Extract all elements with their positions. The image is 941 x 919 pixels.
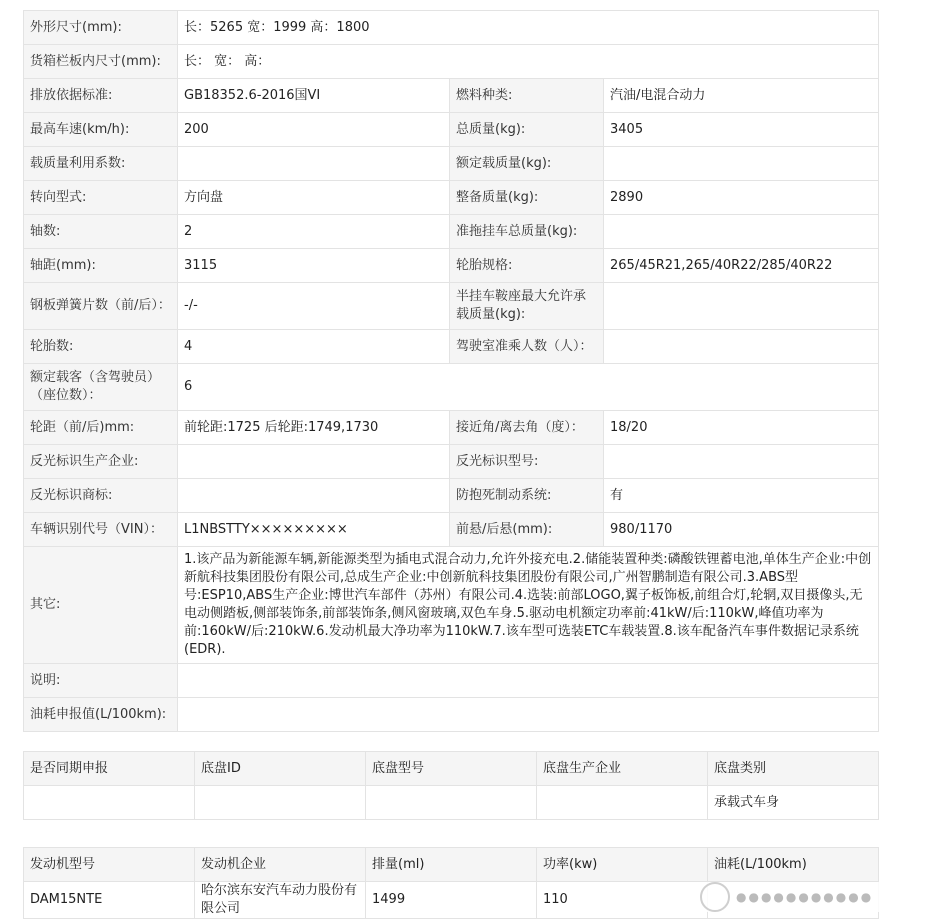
param-label: 油耗申报值(L/100km): [24, 698, 178, 732]
param-label: 总质量(kg): [450, 113, 604, 147]
param-value [178, 147, 450, 181]
watermark [700, 882, 936, 912]
param-label: 燃料种类: [450, 79, 604, 113]
table-cell [537, 786, 708, 820]
param-value [604, 147, 879, 181]
param-row [24, 364, 879, 411]
param-label: 说明: [24, 664, 178, 698]
param-value [178, 698, 879, 732]
param-row [24, 45, 879, 79]
param-row [24, 147, 879, 181]
param-row [24, 513, 879, 547]
param-label: 前悬/后悬(mm): [450, 513, 604, 547]
param-label: 半挂车鞍座最大允许承载质量(kg): [450, 283, 604, 330]
param-value: L1NBSTTY××××××××× [178, 513, 450, 547]
param-label: 货箱栏板内尺寸(mm): [24, 45, 178, 79]
param-row [24, 547, 879, 664]
column-header: 底盘型号 [366, 752, 537, 786]
param-row [24, 411, 879, 445]
param-value: 前轮距:1725 后轮距:1749,1730 [178, 411, 450, 445]
param-label: 整备质量(kg): [450, 181, 604, 215]
param-value: 方向盘 [178, 181, 450, 215]
param-value: 有 [604, 479, 879, 513]
param-row [24, 79, 879, 113]
param-label: 防抱死制动系统: [450, 479, 604, 513]
watermark-logo-icon [700, 882, 730, 912]
param-value [178, 445, 450, 479]
param-label: 钢板弹簧片数（前/后）： [24, 283, 178, 330]
param-value: 汽油/电混合动力 [604, 79, 879, 113]
param-value: 200 [178, 113, 450, 147]
param-label: 额定载质量(kg): [450, 147, 604, 181]
param-value [604, 445, 879, 479]
param-label: 驾驶室准乘人数（人）： [450, 330, 604, 364]
param-row [24, 330, 879, 364]
param-value: 2 [178, 215, 450, 249]
param-label: 外形尺寸(mm): [24, 11, 178, 45]
param-value [178, 479, 450, 513]
table-cell: 承载式车身 [708, 786, 879, 820]
param-row [24, 664, 879, 698]
param-label: 其它: [24, 547, 178, 664]
table-cell: 1499 [366, 882, 537, 919]
table-row [24, 786, 879, 820]
table-cell: 110 [537, 882, 708, 919]
chassis-table [23, 751, 879, 820]
param-label: 反光标识型号: [450, 445, 604, 479]
param-label: 排放依据标准: [24, 79, 178, 113]
param-value: 3115 [178, 249, 450, 283]
table-cell: DAM15NTE [24, 882, 195, 919]
column-header: 油耗(L/100km) [708, 848, 879, 882]
param-label: 反光标识商标: [24, 479, 178, 513]
param-label: 轮距（前/后)mm: [24, 411, 178, 445]
param-label: 轮胎数: [24, 330, 178, 364]
table-header-row [24, 752, 879, 786]
watermark-dots: ●●●●●●●●●●● [736, 890, 874, 904]
param-value: 980/1170 [604, 513, 879, 547]
param-row [24, 283, 879, 330]
param-label: 额定载客（含驾驶员）（座位数）： [24, 364, 178, 411]
param-row [24, 181, 879, 215]
param-row [24, 113, 879, 147]
param-value: 长： 宽： 高： [178, 45, 879, 79]
param-row [24, 445, 879, 479]
param-value: 4 [178, 330, 450, 364]
param-value: 18/20 [604, 411, 879, 445]
param-label: 反光标识生产企业: [24, 445, 178, 479]
param-value [604, 330, 879, 364]
param-value: GB18352.6-2016国VI [178, 79, 450, 113]
param-value [604, 283, 879, 330]
column-header: 排量(ml) [366, 848, 537, 882]
param-label: 轮胎规格: [450, 249, 604, 283]
param-value [604, 215, 879, 249]
table-header-row [24, 848, 879, 882]
param-value: 长：5265 宽：1999 高：1800 [178, 11, 879, 45]
column-header: 功率(kw) [537, 848, 708, 882]
param-value: 2890 [604, 181, 879, 215]
param-value: 6 [178, 364, 879, 411]
param-label: 轴数: [24, 215, 178, 249]
column-header: 底盘ID [195, 752, 366, 786]
param-row [24, 249, 879, 283]
param-value [178, 664, 879, 698]
param-value: 265/45R21,265/40R22/285/40R22 [604, 249, 879, 283]
table-cell: 哈尔滨东安汽车动力股份有限公司 [195, 882, 366, 919]
param-label: 转向型式: [24, 181, 178, 215]
column-header: 发动机企业 [195, 848, 366, 882]
column-header: 底盘生产企业 [537, 752, 708, 786]
table-cell [24, 786, 195, 820]
vehicle-parameters-table [23, 10, 879, 732]
column-header: 发动机型号 [24, 848, 195, 882]
table-cell [195, 786, 366, 820]
param-value: 3405 [604, 113, 879, 147]
param-label: 最高车速(km/h): [24, 113, 178, 147]
param-label: 轴距(mm): [24, 249, 178, 283]
param-label: 载质量利用系数: [24, 147, 178, 181]
param-label: 车辆识别代号（VIN）： [24, 513, 178, 547]
param-row [24, 698, 879, 732]
column-header: 底盘类别 [708, 752, 879, 786]
param-row [24, 11, 879, 45]
param-value: -/- [178, 283, 450, 330]
param-row [24, 479, 879, 513]
column-header: 是否同期申报 [24, 752, 195, 786]
table-cell [366, 786, 537, 820]
param-row [24, 215, 879, 249]
param-label: 准拖挂车总质量(kg): [450, 215, 604, 249]
other-notes-value: 1.该产品为新能源车辆,新能源类型为插电式混合动力,允许外接充电.2.储能装置种类:磷酸铁锂蓄电池,单体生产企业:中创新航科技集团股份有限公司,总成生产企业:中创新航科技集团股份有限公司,广州智鹏制造有限公司.3.ABS型号:ESP10,ABS生产企业:博世汽车部件（苏州）有限公司.4.选装:前部LOGO,翼子板饰板,前组合灯,轮辋,双目摄像头,无电动侧踏板,侧部装饰条,前部装饰条,侧风窗玻璃,双色车身.5.驱动电机额定功率前:41kW/后:110kW,峰值功率为前:160kW/后:210kW.6.发动机最大净功率为110kW.7.该车型可选装ETC车载装置.8.该车配备汽车事件数据记录系统(EDR). [178, 547, 879, 664]
param-label: 接近角/离去角（度）： [450, 411, 604, 445]
